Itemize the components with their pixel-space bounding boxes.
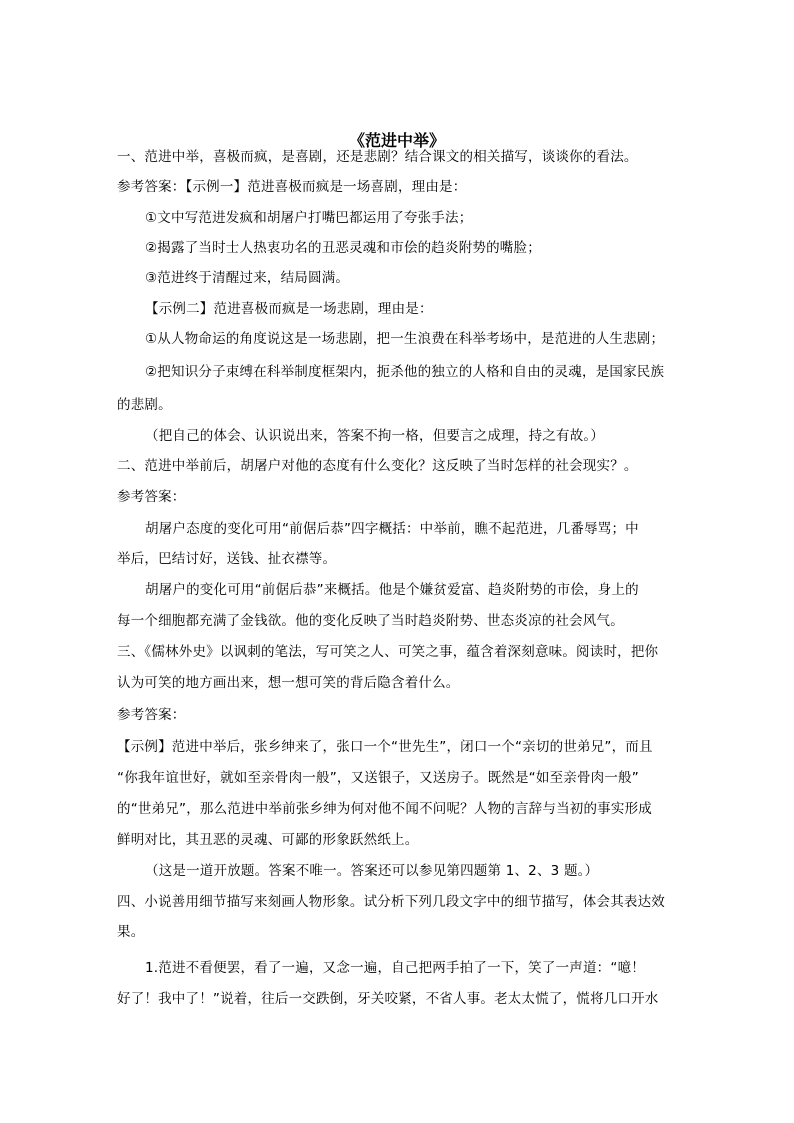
answer-1-point-5-cont: 的悲剧。: [117, 397, 172, 413]
page-title: 《范进中举》: [348, 131, 445, 150]
answer-1-point-1: ①文中写范进发疯和胡屠户打嘴巴都运用了夸张手法；: [145, 210, 473, 226]
answer-3-note: （这是一道开放题。答案不唯一。答案还可以参见第四题第 1、2、3 题。）: [145, 863, 599, 879]
answer-3-example-cont-3: 鲜明对比，其丑恶的灵魂、可鄙的形象跃然纸上。: [117, 832, 419, 848]
answer-2-para-2: 胡屠户的变化可用“前倨后恭”来概括。他是个嫌贫爱富、趋炎附势的市侩，身上的: [145, 582, 639, 598]
answer-3-example-cont-2: 的“世弟兄”，那么范进中举前张乡绅为何对他不闻不问呢？人物的言辞与当初的事实形成: [117, 801, 652, 817]
answer-1-point-2: ②揭露了当时士人热衷功名的丑恶灵魂和市侩的趋炎附势的嘴脸；: [145, 240, 541, 256]
answer-2-para-2-cont: 每一个细胞都充满了金钱欲。他的变化反映了当时趋炎附势、世态炎凉的社会风气。: [117, 613, 624, 629]
passage-1-cont: 好了！我中了！”说着，往后一交跌倒，牙关咬紧，不省人事。老太太慌了，慌将几口开水: [117, 991, 659, 1007]
answer-2-para-1-cont: 举后，巴结讨好，送钱、扯衣襟等。: [117, 551, 337, 567]
answer-1-point-5: ②把知识分子束缚在科举制度框架内，扼杀他的独立的人格和自由的灵魂，是国家民族: [145, 364, 665, 380]
question-2: 二、范进中举前后，胡屠户对他的态度有什么变化？这反映了当时怎样的社会现实？。: [117, 458, 638, 474]
question-1: 一、范进中举，喜极而疯，是喜剧，还是悲剧？结合课文的相关描写，谈谈你的看法。: [117, 149, 638, 165]
answer-2-para-1: 胡屠户态度的变化可用“前倨后恭”四字概括：中举前，瞧不起范进，几番辱骂；中: [145, 521, 639, 537]
answer-1-point-3: ③范进终于清醒过来，结局圆满。: [145, 270, 350, 286]
answer-1-example-1: 参考答案：【示例一】范进喜极而疯是一场喜剧，理由是：: [117, 179, 467, 195]
answer-3-example-cont-1: “你我年谊世好，就如至亲骨肉一般”，又送银子，又送房子。既然是“如至亲骨肉一般”: [117, 770, 639, 786]
answer-3-example: 【示例】范进中举后，张乡绅来了，张口一个“世先生”，闭口一个“亲切的世弟兄”，而且: [117, 739, 653, 755]
passage-1: 1.范进不看便罢，看了一遍，又念一遍，自己把两手拍了一下，笑了一声道：“噫！: [145, 960, 645, 976]
answer-1-note: （把自己的体会、认识说出来，答案不拘一格，但要言之成理，持之有故。）: [145, 428, 605, 444]
question-4-cont: 果。: [117, 924, 145, 940]
question-3: 三、《儒林外史》以讽刺的笔法，写可笑之人、可笑之事，蕴含着深刻意味。阅读时，把你: [117, 644, 659, 660]
answer-2-label: 参考答案：: [117, 489, 186, 505]
answer-1-point-4: ①从人物命运的角度说这是一场悲剧，把一生浪费在科举考场中，是范进的人生悲剧；: [145, 331, 665, 347]
answer-3-label: 参考答案：: [117, 707, 186, 723]
question-3-cont: 认为可笑的地方画出来，想一想可笑的背后隐含着什么。: [117, 675, 460, 691]
answer-1-example-2: 【示例二】范进喜极而疯是一场悲剧，理由是：: [145, 301, 433, 317]
question-4: 四、小说善用细节描写来刻画人物形象。试分析下列几段文字中的细节描写，体会其表达效: [117, 894, 665, 910]
